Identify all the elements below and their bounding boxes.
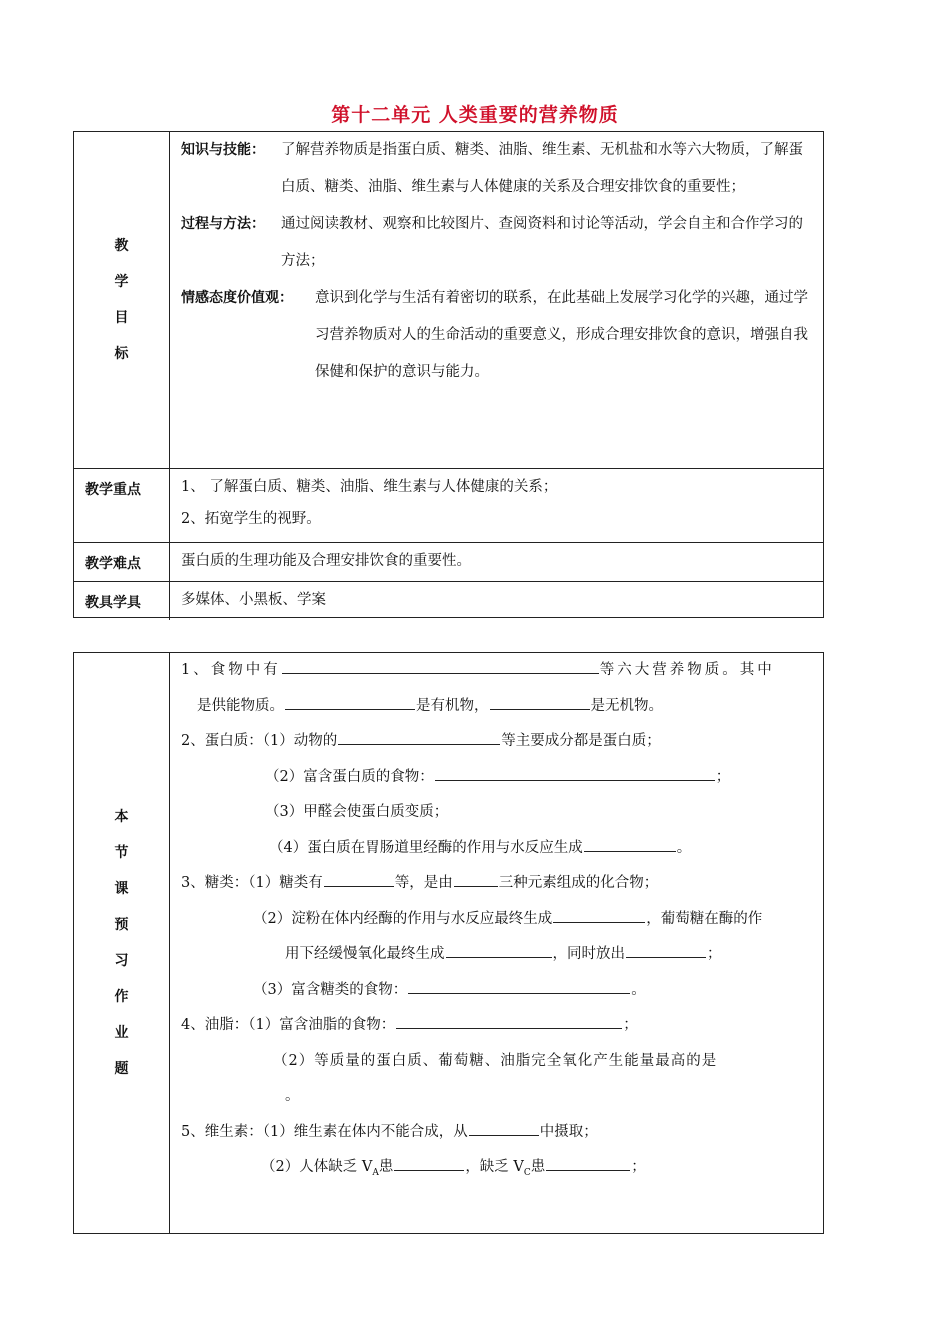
question-4-line-2: （2）等质量的蛋白质、葡萄糖、油脂完全氧化产生能量最高的是 [273,1052,718,1069]
objectives-content [170,132,823,468]
question-5-line-2: （2）人体缺乏 $V_A$患 ，缺乏 $V_C$患 ； [181,1150,814,1191]
question-4-line-3: 。 [285,1088,300,1104]
knowledge-head: 知识与技能： [181,142,265,158]
process-head: 过程与方法： [181,216,265,232]
key-point-item: 1、 了解蛋白质、糖类、油脂、维生素与人体健康的关系； [181,479,558,495]
emotion-head: 情感态度价值观： [181,290,293,306]
answer-blank[interactable] [454,870,498,887]
homework-content [170,653,823,1233]
question-2-line-2: （2）富含蛋白质的食物： ； [181,760,814,796]
answer-blank[interactable] [324,870,394,887]
emotion-values [181,280,814,391]
difficulties-row [74,542,823,581]
question-2-line-1: 2、蛋白质：（1）动物的 等主要成分都是蛋白质； [181,724,814,760]
key-points-label: 教学重点 [74,469,170,542]
question-2-line-3: （3）甲醛会使蛋白质变质； [265,804,449,820]
homework-label: 本 节 课 预 习 作 业 题 [74,653,170,1233]
homework-row [74,653,823,1233]
answer-blank[interactable] [394,1154,464,1171]
answer-blank[interactable] [408,977,630,994]
question-3-line-3: 用下经缓慢氧化最终生成 ，同时放出 ； [181,937,814,973]
tools-content [170,582,823,620]
preview-homework-table [73,652,824,1234]
answer-blank[interactable] [446,941,552,958]
answer-blank[interactable] [584,835,676,852]
difficulties-text: 蛋白质的生理功能及合理安排饮食的重要性。 [181,553,471,569]
question-5-line-1: 5、维生素：（1）维生素在体内不能合成，从 中摄取； [181,1115,814,1151]
question-3-line-1: 3、糖类：（1）糖类有 等，是由 三种元素组成的化合物； [181,866,814,902]
key-point-item: 2、拓宽学生的视野。 [181,511,321,527]
emotion-text: 意识到化学与生活有着密切的联系，在此基础上发展学习化学的兴趣，通过学习营养物质对人的生命活动的重要意义，形成合理安排饮食的意识，增强自我保健和保护的意识与能力。 [315,290,808,380]
answer-blank[interactable] [469,1119,539,1136]
tools-row [74,581,823,620]
answer-blank[interactable] [553,906,645,923]
answer-blank[interactable] [546,1154,630,1171]
question-2-line-4: （4）蛋白质在胃肠道里经酶的作用与水反应生成 。 [181,831,814,867]
question-3-line-4: （3）富含糖类的食物： 。 [181,973,814,1009]
objectives-label: 教 学 目 标 [74,132,170,468]
question-4-line-1: 4、油脂：（1）富含油脂的食物： ； [181,1008,814,1044]
answer-blank[interactable] [282,657,599,674]
page-title: 第十二单元 人类重要的营养物质 [331,104,619,126]
teaching-plan-table [73,131,824,618]
difficulties-label: 教学难点 [74,543,170,581]
key-points-content [170,469,823,542]
tools-label: 教具学具 [74,582,170,620]
answer-blank[interactable] [396,1012,622,1029]
question-1-line-1: 1、食物中有 等六大营养物质。其中 [181,653,814,689]
tools-text: 多媒体、小黑板、学案 [181,592,326,608]
answer-blank[interactable] [338,728,500,745]
knowledge-skills [181,132,814,206]
process-text: 通过阅读教材、观察和比较图片、查阅资料和讨论等活动，学会自主和合作学习的方法； [281,216,803,269]
question-1-line-2: 是供能物质。 是有机物， 是无机物。 [181,689,814,725]
answer-blank[interactable] [626,941,706,958]
process-methods [181,206,814,280]
answer-blank[interactable] [435,764,715,781]
answer-blank[interactable] [490,693,590,710]
question-3-line-2: （2）淀粉在体内经酶的作用与水反应最终生成 ，葡萄糖在酶的作 [181,902,814,938]
answer-blank[interactable] [285,693,415,710]
key-points-row [74,468,823,542]
objectives-row [74,132,823,468]
knowledge-text: 了解营养物质是指蛋白质、糖类、油脂、维生素、无机盐和水等六大物质，了解蛋白质、糖类、油脂、维生素与人体健康的关系及合理安排饮食的重要性； [281,142,803,195]
difficulties-content [170,543,823,581]
